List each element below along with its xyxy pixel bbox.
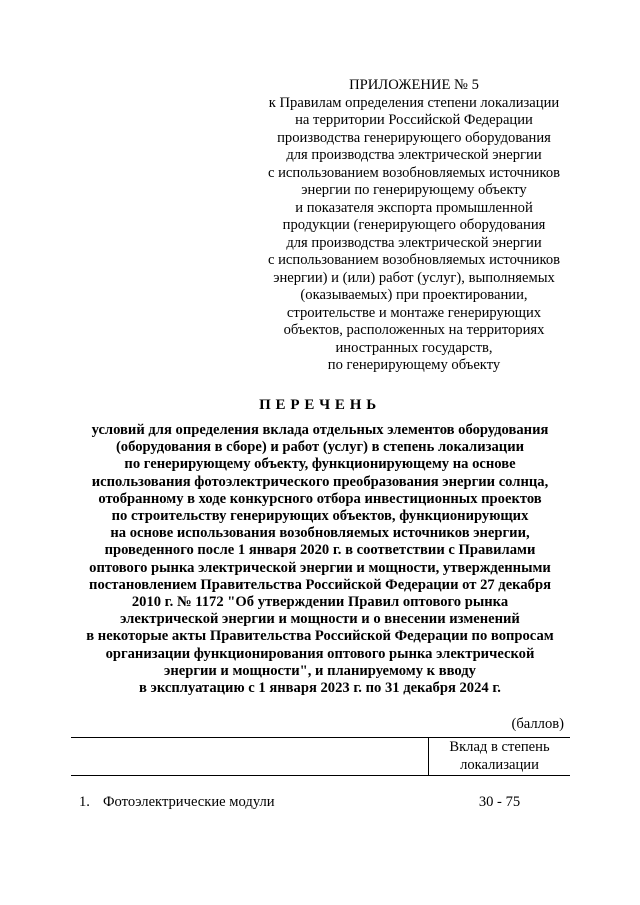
subtitle-line: условий для определения вклада отдельных элементов оборудования xyxy=(91,422,549,438)
appendix-line: энергии) и (или) работ (услуг), выполняемых xyxy=(273,269,555,286)
table-column-header xyxy=(429,739,570,774)
table-header-rule xyxy=(71,775,570,776)
column-header-line: локализации xyxy=(460,756,539,773)
appendix-line: и показателя экспорта промышленной xyxy=(295,199,533,216)
appendix-line: для производства электрической энергии xyxy=(286,234,542,251)
appendix-line: иностранных государств, xyxy=(335,339,493,356)
appendix-line: с использованием возобновляемых источников xyxy=(267,252,561,268)
subtitle-line: 2010 г. № 1172 "Об утверждении Правил оптового рынка xyxy=(131,594,509,611)
appendix-line: энергии по генерирующему объекту xyxy=(301,182,527,198)
subtitle-line: использования фотоэлектрического преобразования энергии солнца, xyxy=(91,473,549,490)
row-number: 1. xyxy=(79,794,90,810)
appendix-header xyxy=(250,77,578,375)
appendix-line: объектов, расположенных на территориях xyxy=(283,322,545,338)
subtitle-line: на основе использования возобновляемых источников энергии, xyxy=(110,525,530,542)
subtitle-line: в некоторые акты Правительства Российской Федерации по вопросам xyxy=(86,628,554,645)
units-label: (баллов) xyxy=(511,716,564,732)
appendix-line: производства генерирующего оборудования xyxy=(277,129,551,146)
subtitle-line: организации функционирования оптового рынка электрической xyxy=(105,645,535,662)
appendix-line: по генерирующему объекту xyxy=(327,357,501,373)
appendix-line: строительстве и монтаже генерирующих xyxy=(286,304,542,321)
subtitle-line: по генерирующему объекту, функционирующему на основе xyxy=(124,456,516,473)
document-subtitle xyxy=(60,422,580,697)
appendix-line: с использованием возобновляемых источников xyxy=(267,164,561,181)
subtitle-line: в эксплуатацию с 1 января 2023 г. по 31 декабря 2024 г. xyxy=(139,680,501,697)
subtitle-line: отобранному в ходе конкурсного отбора инвестиционных проектов xyxy=(98,490,542,507)
subtitle-line: оптового рынка электрической энергии и мощности, утвержденными xyxy=(89,559,551,576)
appendix-title: ПРИЛОЖЕНИЕ № 5 xyxy=(349,77,479,93)
subtitle-line: (оборудования в сборе) и работ (услуг) в степень локализации xyxy=(115,439,525,456)
table-top-rule xyxy=(71,737,570,738)
appendix-line: на территории Российской Федерации xyxy=(295,112,533,128)
subtitle-line: проведенного после 1 января 2020 г. в соответствии с Правилами xyxy=(104,542,536,559)
subtitle-line: постановлением Правительства Российской Федерации от 27 декабря xyxy=(89,576,551,593)
row-value: 30 - 75 xyxy=(478,794,521,810)
document-title: ПЕРЕЧЕНЬ xyxy=(259,397,381,413)
appendix-line: к Правилам определения степени локализации xyxy=(268,94,560,111)
appendix-line: продукции (генерирующего оборудования xyxy=(282,217,546,233)
subtitle-line: по строительству генерирующих объектов, функционирующих xyxy=(111,508,529,525)
subtitle-line: электрической энергии и мощности и о внесении изменений xyxy=(120,611,520,628)
row-name: Фотоэлектрические модули xyxy=(103,794,275,810)
subtitle-line: энергии и мощности", и планируемому к вводу xyxy=(164,662,476,679)
appendix-line: (оказываемых) при проектировании, xyxy=(300,287,528,303)
appendix-line: для производства электрической энергии xyxy=(286,147,542,163)
column-header-line: Вклад в степень xyxy=(449,739,550,755)
